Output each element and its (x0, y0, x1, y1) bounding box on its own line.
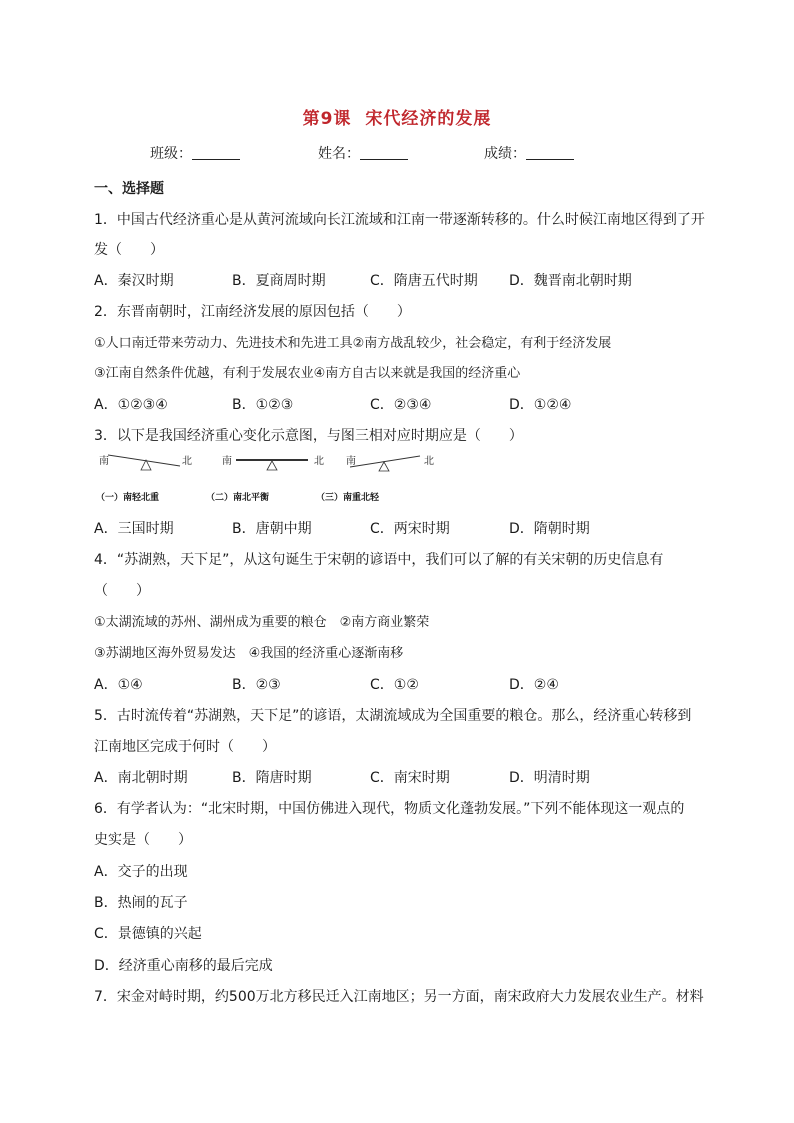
q2-statement-1: ①人口南迁带来劳动力、先进技术和先进工具②南方战乱较少，社会稳定，有利于经济发展 (94, 336, 612, 351)
q2-stem: 2．东晋南朝时，江南经济发展的原因包括（ ） (94, 304, 411, 320)
fulcrum-3 (379, 462, 389, 471)
q6-option-b[interactable]: B．热闹的瓦子 (94, 895, 188, 911)
q2-option-d[interactable]: D．①②④ (509, 397, 572, 413)
q2-option-a[interactable]: A．①②③④ (94, 397, 168, 413)
q3-option-c[interactable]: C．两宋时期 (370, 521, 450, 537)
q6-stem-line1: 6．有学者认为：“北宋时期，中国仿佛进入现代，物质文化蓬勃发展。”下列不能体现这一观点的 (94, 801, 685, 817)
fulcrum-2 (267, 461, 277, 470)
q1-option-b[interactable]: B．夏商周时期 (232, 273, 326, 289)
scale1-south-label: 南 (99, 456, 109, 467)
scale1-north-label: 北 (182, 456, 192, 467)
q4-stem-line2: （ ） (94, 583, 150, 599)
page-title (0, 104, 794, 129)
name-blank[interactable] (360, 145, 408, 160)
lesson-number: 第9课 (302, 109, 352, 129)
scale2-north-label: 北 (314, 456, 324, 467)
q5-option-d[interactable]: D．明清时期 (509, 770, 590, 786)
balance-diagram (94, 452, 454, 507)
q3-stem: 3．以下是我国经济重心变化示意图，与图三相对应时期应是（ ） (94, 428, 523, 444)
class-label: 班级： (150, 146, 192, 162)
q4-statement-2: ③苏湖地区海外贸易发达 ④我国的经济重心逐渐南移 (94, 646, 404, 661)
lesson-topic: 宋代经济的发展 (365, 109, 492, 129)
q4-stem-line1: 4．“苏湖熟，天下足”，从这句诞生于宋朝的谚语中，我们可以了解的有关宋朝的历史信息有 (94, 552, 664, 568)
caption-3: （三）南重北轻 (316, 493, 380, 503)
q7-stem-line1: 7．宋金对峙时期，约500万北方移民迁入江南地区；另一方面，南宋政府大力发展农业生产。材料 (94, 989, 704, 1005)
score-label: 成绩： (484, 146, 526, 162)
q2-option-c[interactable]: C．②③④ (370, 397, 432, 413)
name-field (318, 143, 408, 163)
q5-stem-line2: 江南地区完成于何时（ ） (94, 739, 276, 755)
scale3-north-label: 北 (424, 456, 434, 467)
q5-option-a[interactable]: A．南北朝时期 (94, 770, 188, 786)
q3-option-a[interactable]: A．三国时期 (94, 521, 174, 537)
q2-statement-2: ③江南自然条件优越，有利于发展农业④南方自古以来就是我国的经济重心 (94, 366, 521, 381)
q1-stem-line1: 1．中国古代经济重心是从黄河流域向长江流域和江南一带逐渐转移的。什么时候江南地区得到了开 (94, 212, 705, 228)
q4-option-b[interactable]: B．②③ (232, 677, 281, 693)
scale3-south-label: 南 (346, 456, 356, 467)
name-label: 姓名： (318, 146, 360, 162)
q6-stem-line2: 史实是（ ） (94, 832, 192, 848)
q5-option-c[interactable]: C．南宋时期 (370, 770, 450, 786)
q4-statement-1: ①太湖流域的苏州、湖州成为重要的粮仓 ②南方商业繁荣 (94, 615, 430, 630)
beam-3 (350, 456, 420, 467)
q6-option-a[interactable]: A．交子的出现 (94, 864, 188, 880)
q1-option-c[interactable]: C．隋唐五代时期 (370, 273, 478, 289)
q2-option-b[interactable]: B．①②③ (232, 397, 294, 413)
class-blank[interactable] (192, 145, 240, 160)
caption-1: （一）南轻北重 (96, 493, 160, 503)
score-field (484, 143, 574, 163)
q5-option-b[interactable]: B．隋唐时期 (232, 770, 312, 786)
score-blank[interactable] (526, 145, 574, 160)
q3-option-d[interactable]: D．隋朝时期 (509, 521, 590, 537)
q1-option-a[interactable]: A．秦汉时期 (94, 273, 174, 289)
scale2-south-label: 南 (222, 456, 232, 467)
q6-option-c[interactable]: C．景德镇的兴起 (94, 926, 202, 942)
q4-option-c[interactable]: C．①② (370, 677, 419, 693)
q5-stem-line1: 5．古时流传着“苏湖熟，天下足”的谚语，太湖流域成为全国重要的粮仓。那么，经济重心转移到 (94, 708, 692, 724)
q6-option-d[interactable]: D．经济重心南移的最后完成 (94, 958, 273, 974)
class-field (150, 143, 240, 163)
q4-option-a[interactable]: A．①④ (94, 677, 143, 693)
q1-option-d[interactable]: D．魏晋南北朝时期 (509, 273, 632, 289)
caption-2: （二）南北平衡 (206, 493, 270, 503)
q1-stem-line2: 发（ ） (94, 242, 164, 258)
q4-option-d[interactable]: D．②④ (509, 677, 559, 693)
q3-option-b[interactable]: B．唐朝中期 (232, 521, 312, 537)
section-heading: 一、选择题 (94, 181, 164, 197)
